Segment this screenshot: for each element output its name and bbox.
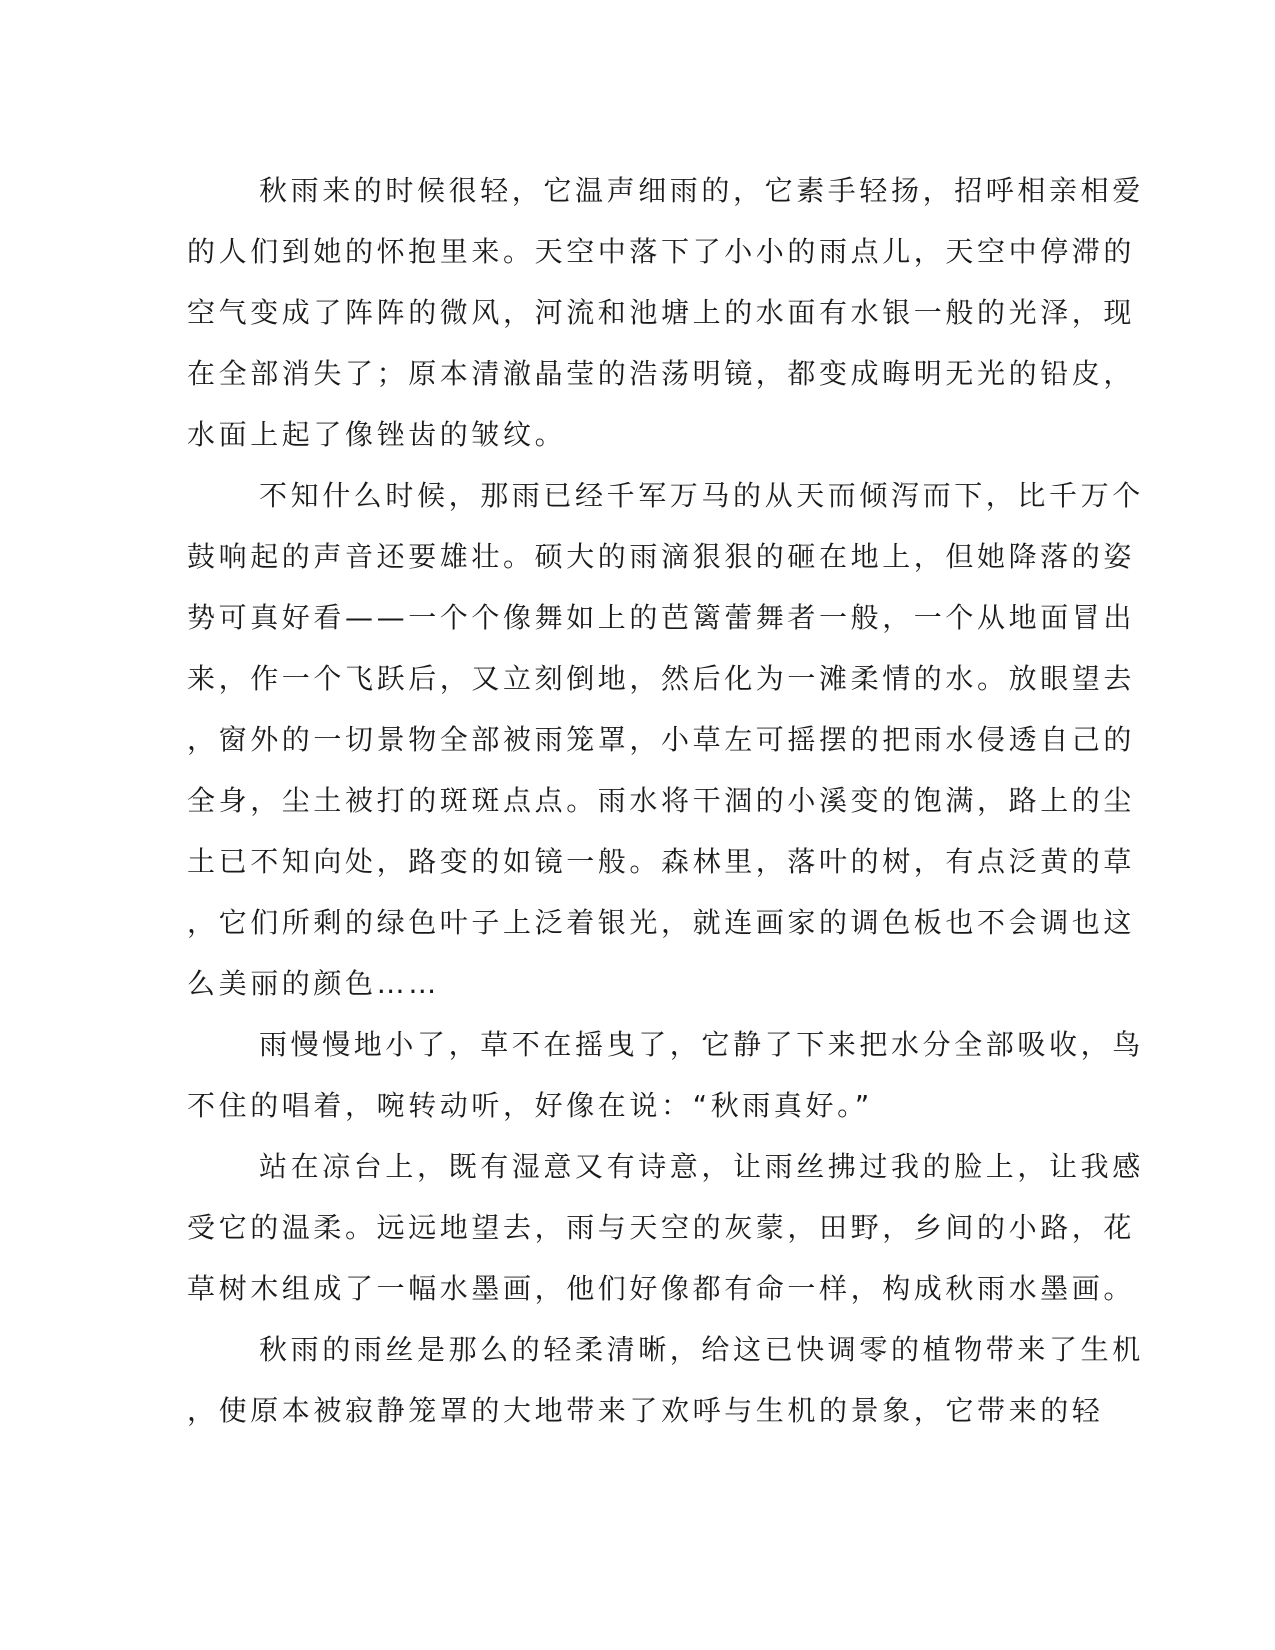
paragraph-2-line-5: ，窗外的一切景物全部被雨笼罩，小草左可摇摆的把雨水侵透自己的: [187, 723, 1136, 756]
paragraph-2-line-2: 鼓响起的声音还要雄壮。硕大的雨滴狠狠的砸在地上，但她降落的姿: [187, 540, 1136, 573]
paragraph-5-line-1: 秋雨的雨丝是那么的轻柔清晰，给这已快调零的植物带来了生机: [259, 1333, 1144, 1366]
paragraph-2-line-4: 来，作一个飞跃后，又立刻倒地，然后化为一滩柔情的水。放眼望去: [187, 662, 1136, 695]
paragraph-2-line-3: 势可真好看——一个个像舞如上的芭篱蕾舞者一般，一个从地面冒出: [187, 601, 1136, 634]
paragraph-2-line-1: 不知什么时候，那雨已经千军万马的从天而倾泻而下，比千万个: [259, 479, 1144, 512]
paragraph-1-line-4: 在全部消失了；原本清澈晶莹的浩荡明镜，都变成晦明无光的铅皮，: [187, 357, 1136, 390]
paragraph-1-line-2: 的人们到她的怀抱里来。天空中落下了小小的雨点儿，天空中停滞的: [187, 235, 1136, 268]
paragraph-3-line-1: 雨慢慢地小了，草不在摇曳了，它静了下来把水分全部吸收，鸟: [259, 1028, 1144, 1061]
paragraph-3-line-2: 不住的唱着，啘转动听，好像在说：“秋雨真好。”: [187, 1089, 873, 1122]
body-text: [187, 160, 1144, 1441]
paragraph-4-line-2: 受它的温柔。远远地望去，雨与天空的灰蒙，田野，乡间的小路，花: [187, 1211, 1136, 1244]
paragraph-4-line-3: 草树木组成了一幅水墨画，他们好像都有命一样，构成秋雨水墨画。: [187, 1272, 1136, 1305]
paragraph-2-line-8: ，它们所剩的绿色叶子上泛着银光，就连画家的调色板也不会调也这: [187, 906, 1136, 939]
paragraph-2-line-7: 土已不知向处，路变的如镜一般。森林里，落叶的树，有点泛黄的草: [187, 845, 1136, 878]
paragraph-1-line-3: 空气变成了阵阵的微风，河流和池塘上的水面有水银一般的光泽，现: [187, 296, 1136, 329]
paragraph-4-line-1: 站在凉台上，既有湿意又有诗意，让雨丝拂过我的脸上，让我感: [259, 1150, 1144, 1183]
paragraph-1-line-5: 水面上起了像锉齿的皱纹。: [187, 418, 567, 451]
paragraph-5-line-2: ，使原本被寂静笼罩的大地带来了欢呼与生机的景象，它带来的轻: [187, 1394, 1104, 1427]
paragraph-1-line-1: 秋雨来的时候很轻，它温声细雨的，它素手轻扬，招呼相亲相爱: [259, 174, 1144, 207]
paragraph-2-line-6: 全身，尘土被打的斑斑点点。雨水将干涸的小溪变的饱满，路上的尘: [187, 784, 1136, 817]
paragraph-2-line-9: 么美丽的颜色……: [187, 967, 440, 1000]
